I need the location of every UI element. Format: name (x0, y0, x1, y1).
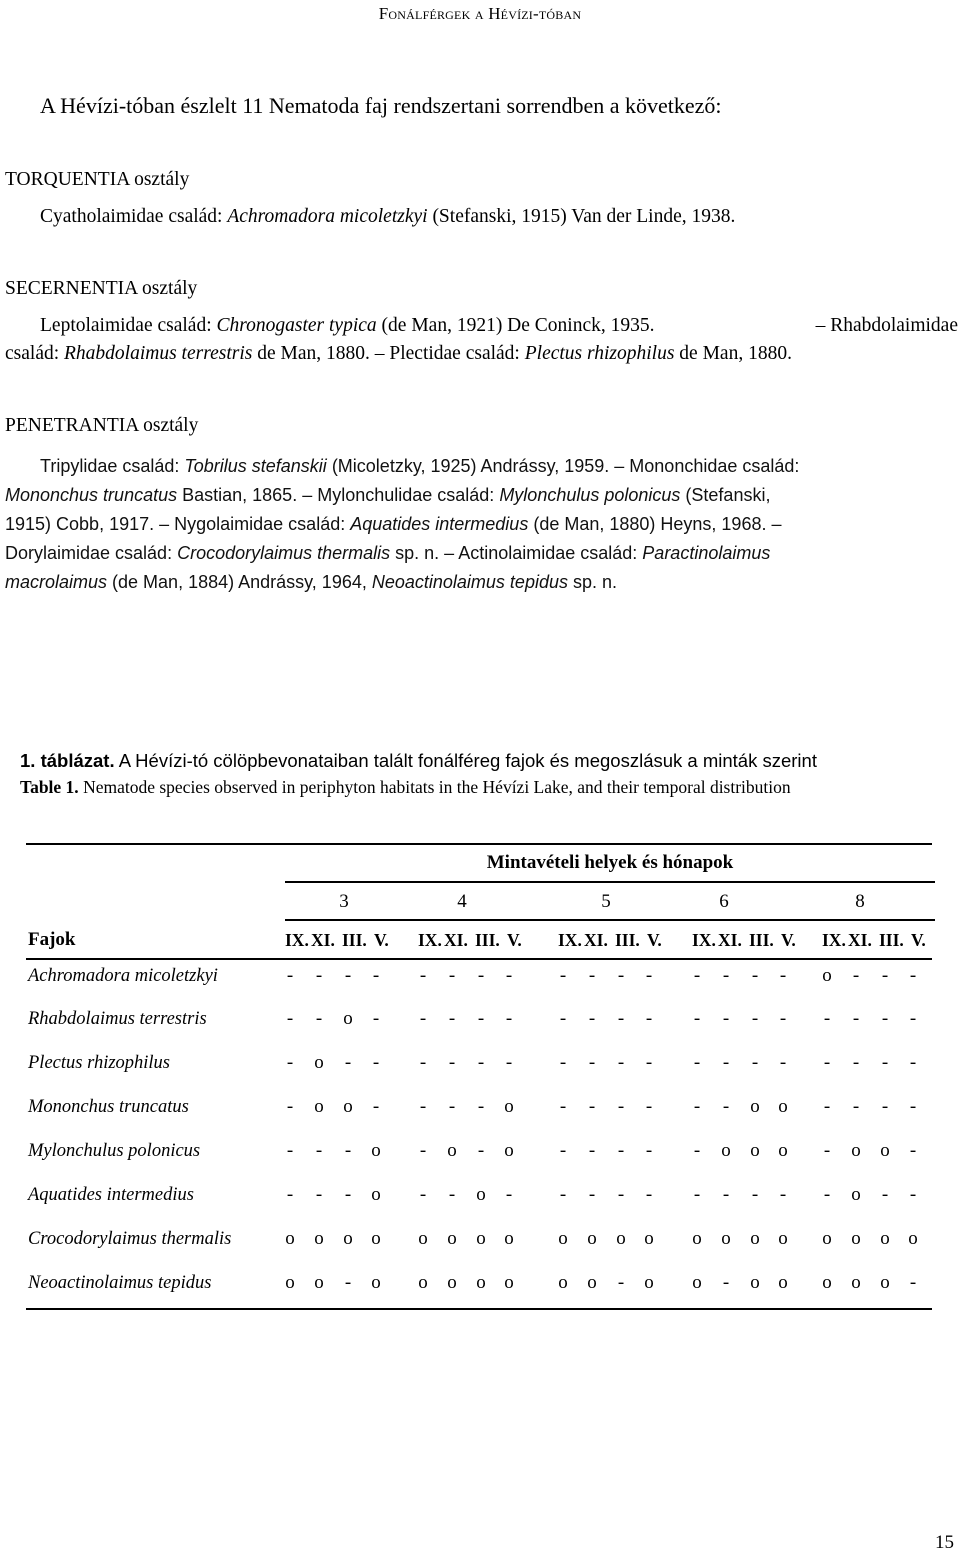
month-header: IX. (558, 930, 582, 950)
presence-mark: o (616, 1228, 626, 1249)
table-group-header: Mintavételi helyek és hónapok (486, 852, 734, 873)
species-name: Rhabdolaimus terrestris (28, 1009, 207, 1029)
absence-mark: - (315, 965, 323, 986)
absence-mark: - (852, 1096, 860, 1117)
presence-mark: o (644, 1228, 654, 1249)
month-header: III. (342, 930, 367, 950)
absence-mark: - (881, 1052, 889, 1073)
absence-mark: - (823, 1140, 831, 1161)
species-name: Achromadora micoletzkyi (28, 966, 218, 986)
month-header: III. (475, 930, 500, 950)
species-name: Mononchus truncatus (28, 1097, 189, 1117)
presence-mark: o (476, 1228, 486, 1249)
presence-mark: o (750, 1228, 760, 1249)
absence-mark: - (617, 1140, 625, 1161)
presence-mark: o (314, 1228, 324, 1249)
month-header: III. (749, 930, 774, 950)
presence-mark: o (822, 1272, 832, 1293)
presence-mark: o (880, 1272, 890, 1293)
absence-mark: - (286, 1140, 294, 1161)
presence-mark: o (504, 1096, 514, 1117)
presence-mark: o (908, 1228, 918, 1249)
presence-mark: o (721, 1228, 731, 1249)
absence-mark: - (751, 1184, 759, 1205)
absence-mark: - (588, 965, 596, 986)
presence-mark: o (314, 1096, 324, 1117)
presence-mark: o (314, 1272, 324, 1293)
presence-mark: o (447, 1140, 457, 1161)
presence-mark: o (851, 1272, 861, 1293)
absence-mark: - (419, 1008, 427, 1029)
month-header: V. (507, 930, 522, 950)
presence-mark: o (880, 1140, 890, 1161)
absence-mark: - (505, 1052, 513, 1073)
absence-mark: - (722, 965, 730, 986)
absence-mark: - (823, 1184, 831, 1205)
absence-mark: - (448, 1184, 456, 1205)
presence-mark: o (778, 1272, 788, 1293)
site-header: 5 (601, 891, 611, 912)
site-header: 6 (719, 891, 729, 912)
presence-mark: o (750, 1272, 760, 1293)
absence-mark: - (344, 1052, 352, 1073)
absence-mark: - (693, 965, 701, 986)
absence-mark: - (645, 1096, 653, 1117)
presence-mark: o (285, 1228, 295, 1249)
presence-mark: o (558, 1228, 568, 1249)
absence-mark: - (477, 1096, 485, 1117)
absence-mark: - (505, 1008, 513, 1029)
absence-mark: - (477, 1140, 485, 1161)
absence-mark: - (559, 1008, 567, 1029)
table-top-rule (26, 843, 932, 845)
presence-mark: o (778, 1096, 788, 1117)
absence-mark: - (852, 965, 860, 986)
presence-mark: o (371, 1140, 381, 1161)
species-name: Crocodorylaimus thermalis (28, 1229, 232, 1249)
absence-mark: - (693, 1052, 701, 1073)
absence-mark: - (477, 965, 485, 986)
month-header: IX. (285, 930, 309, 950)
absence-mark: - (372, 1052, 380, 1073)
absence-mark: - (419, 1140, 427, 1161)
absence-mark: - (881, 1008, 889, 1029)
month-header: XI. (718, 930, 742, 950)
absence-mark: - (559, 965, 567, 986)
month-header: XI. (848, 930, 872, 950)
presence-mark: o (371, 1184, 381, 1205)
absence-mark: - (823, 1052, 831, 1073)
presence-mark: o (778, 1228, 788, 1249)
absence-mark: - (751, 965, 759, 986)
presence-mark: o (314, 1052, 324, 1073)
presence-mark: o (822, 965, 832, 986)
absence-mark: - (693, 1184, 701, 1205)
month-header: III. (615, 930, 640, 950)
presence-mark: o (504, 1140, 514, 1161)
absence-mark: - (779, 965, 787, 986)
presence-mark: o (851, 1140, 861, 1161)
group-header-rule (285, 881, 935, 883)
absence-mark: - (852, 1008, 860, 1029)
absence-mark: - (722, 1008, 730, 1029)
site-header-rule (285, 919, 935, 921)
absence-mark: - (372, 965, 380, 986)
month-header: V. (911, 930, 926, 950)
intro-sentence: A Hévízi-tóban észlelt 11 Nematoda faj rendszertani sorrendben a következő: (40, 93, 722, 118)
absence-mark: - (344, 965, 352, 986)
presence-mark: o (343, 1008, 353, 1029)
species-name: Aquatides intermedius (28, 1185, 194, 1205)
absence-mark: - (645, 1052, 653, 1073)
absence-mark: - (477, 1052, 485, 1073)
absence-mark: - (372, 1096, 380, 1117)
absence-mark: - (722, 1184, 730, 1205)
class-heading-secernentia: SECERNENTIA osztály (5, 278, 198, 299)
absence-mark: - (617, 1096, 625, 1117)
presence-mark: o (343, 1096, 353, 1117)
absence-mark: - (909, 1008, 917, 1029)
absence-mark: - (448, 1096, 456, 1117)
absence-mark: - (823, 1008, 831, 1029)
presence-mark: o (418, 1272, 428, 1293)
absence-mark: - (722, 1272, 730, 1293)
presence-mark: o (371, 1272, 381, 1293)
absence-mark: - (344, 1184, 352, 1205)
absence-mark: - (881, 965, 889, 986)
month-header: XI. (584, 930, 608, 950)
presence-mark: o (343, 1228, 353, 1249)
species-name: Neoactinolaimus tepidus (28, 1273, 212, 1293)
absence-mark: - (505, 1184, 513, 1205)
site-header: 4 (457, 891, 467, 912)
absence-mark: - (286, 1052, 294, 1073)
absence-mark: - (448, 965, 456, 986)
absence-mark: - (617, 1184, 625, 1205)
class-heading-penetrantia: PENETRANTIA osztály (5, 415, 199, 436)
absence-mark: - (419, 1184, 427, 1205)
absence-mark: - (909, 965, 917, 986)
absence-mark: - (588, 1184, 596, 1205)
absence-mark: - (505, 965, 513, 986)
absence-mark: - (881, 1096, 889, 1117)
presence-mark: o (587, 1228, 597, 1249)
presence-mark: o (644, 1272, 654, 1293)
page-number: 15 (935, 1532, 954, 1553)
penetrantia-text: Tripylidae család: Tobrilus stefanskii (Micoletzky, 1925) Andrássy, 1959. – Mononchidae család: Mononchus truncatus Bastian, 1865. – Mylonchulidae család: Mylonchulus polonicus (Stefanski, 1915) Cobb, 1917. – Nygolaimidae család: Aquatides intermedius (de Man, 1880) Heyns, 1968. – Dorylaimidae család: Crocodorylaimus thermalis sp. n. – Actinolaimidae család: Paractinolaimus macrolaimus (de Man, 1884) Andrássy, 1964, Neoactinolaimus tepidus sp. n. (5, 456, 800, 592)
absence-mark: - (315, 1184, 323, 1205)
species-name: Mylonchulus polonicus (28, 1141, 201, 1161)
absence-mark: - (779, 1184, 787, 1205)
presence-mark: o (558, 1272, 568, 1293)
presence-mark: o (880, 1228, 890, 1249)
site-header: 3 (339, 891, 349, 912)
month-header: IX. (418, 930, 442, 950)
absence-mark: - (419, 1096, 427, 1117)
presence-mark: o (851, 1228, 861, 1249)
presence-mark: o (750, 1140, 760, 1161)
presence-mark: o (822, 1228, 832, 1249)
absence-mark: - (909, 1052, 917, 1073)
absence-mark: - (344, 1140, 352, 1161)
presence-mark: o (285, 1272, 295, 1293)
absence-mark: - (881, 1184, 889, 1205)
absence-mark: - (315, 1140, 323, 1161)
class-heading-torquentia: TORQUENTIA osztály (5, 169, 190, 190)
table-bottom-rule (26, 1308, 932, 1310)
secernentia-text: Leptolaimidae család: Chronogaster typica (de Man, 1921) De Coninck, 1935. – Rhabdolaimidae család: Rhabdolaimus terrestris de Man, 1880. – Plectidae család: Plectus rhizophilus de Man, 1880. (5, 315, 958, 364)
absence-mark: - (823, 1096, 831, 1117)
month-header: IX. (692, 930, 716, 950)
month-header: IX. (822, 930, 846, 950)
month-header: V. (781, 930, 796, 950)
absence-mark: - (617, 965, 625, 986)
month-header: V. (374, 930, 389, 950)
month-header: III. (879, 930, 904, 950)
table-caption-en: Table 1. Nematode species observed in periphyton habitats in the Hévízi Lake, and their temporal distribution (20, 777, 791, 797)
absence-mark: - (419, 965, 427, 986)
absence-mark: - (344, 1272, 352, 1293)
presence-mark: o (750, 1096, 760, 1117)
absence-mark: - (315, 1008, 323, 1029)
absence-mark: - (559, 1096, 567, 1117)
presence-mark: o (504, 1272, 514, 1293)
absence-mark: - (645, 965, 653, 986)
absence-mark: - (693, 1008, 701, 1029)
presence-mark: o (692, 1272, 702, 1293)
absence-mark: - (693, 1096, 701, 1117)
absence-mark: - (477, 1008, 485, 1029)
absence-mark: - (909, 1272, 917, 1293)
absence-mark: - (559, 1052, 567, 1073)
presence-mark: o (418, 1228, 428, 1249)
absence-mark: - (617, 1008, 625, 1029)
absence-mark: - (588, 1008, 596, 1029)
absence-mark: - (588, 1096, 596, 1117)
absence-mark: - (722, 1052, 730, 1073)
month-header: V. (647, 930, 662, 950)
torquentia-text: Cyatholaimidae család: Achromadora micoletzkyi (Stefanski, 1915) Van der Linde, 1938. (40, 206, 736, 227)
absence-mark: - (448, 1008, 456, 1029)
presence-mark: o (447, 1272, 457, 1293)
absence-mark: - (286, 1184, 294, 1205)
absence-mark: - (779, 1052, 787, 1073)
absence-mark: - (722, 1096, 730, 1117)
absence-mark: - (559, 1184, 567, 1205)
absence-mark: - (617, 1272, 625, 1293)
presence-mark: o (692, 1228, 702, 1249)
absence-mark: - (448, 1052, 456, 1073)
absence-mark: - (645, 1184, 653, 1205)
presence-mark: o (504, 1228, 514, 1249)
month-header: XI. (444, 930, 468, 950)
absence-mark: - (286, 1008, 294, 1029)
absence-mark: - (286, 965, 294, 986)
site-header: 8 (855, 891, 865, 912)
stub-header: Fajok (28, 929, 76, 950)
absence-mark: - (909, 1184, 917, 1205)
column-header-rule (26, 958, 932, 960)
absence-mark: - (588, 1052, 596, 1073)
presence-mark: o (851, 1184, 861, 1205)
absence-mark: - (852, 1052, 860, 1073)
presence-mark: o (476, 1184, 486, 1205)
absence-mark: - (286, 1096, 294, 1117)
absence-mark: - (372, 1008, 380, 1029)
absence-mark: - (645, 1008, 653, 1029)
absence-mark: - (751, 1008, 759, 1029)
absence-mark: - (645, 1140, 653, 1161)
absence-mark: - (617, 1052, 625, 1073)
absence-mark: - (419, 1052, 427, 1073)
presence-mark: o (721, 1140, 731, 1161)
presence-mark: o (371, 1228, 381, 1249)
absence-mark: - (559, 1140, 567, 1161)
table-caption-hu: 1. táblázat. A Hévízi-tó cölöpbevonataiban talált fonálféreg fajok és megoszlásuk a minták szerint (20, 750, 817, 771)
presence-mark: o (447, 1228, 457, 1249)
running-head: Fonálférgek a Hévízi-tóban (378, 4, 582, 23)
presence-mark: o (587, 1272, 597, 1293)
absence-mark: - (909, 1140, 917, 1161)
presence-mark: o (476, 1272, 486, 1293)
absence-mark: - (751, 1052, 759, 1073)
absence-mark: - (693, 1140, 701, 1161)
absence-mark: - (909, 1096, 917, 1117)
species-name: Plectus rhizophilus (28, 1053, 171, 1073)
month-header: XI. (311, 930, 335, 950)
absence-mark: - (588, 1140, 596, 1161)
absence-mark: - (779, 1008, 787, 1029)
presence-mark: o (778, 1140, 788, 1161)
